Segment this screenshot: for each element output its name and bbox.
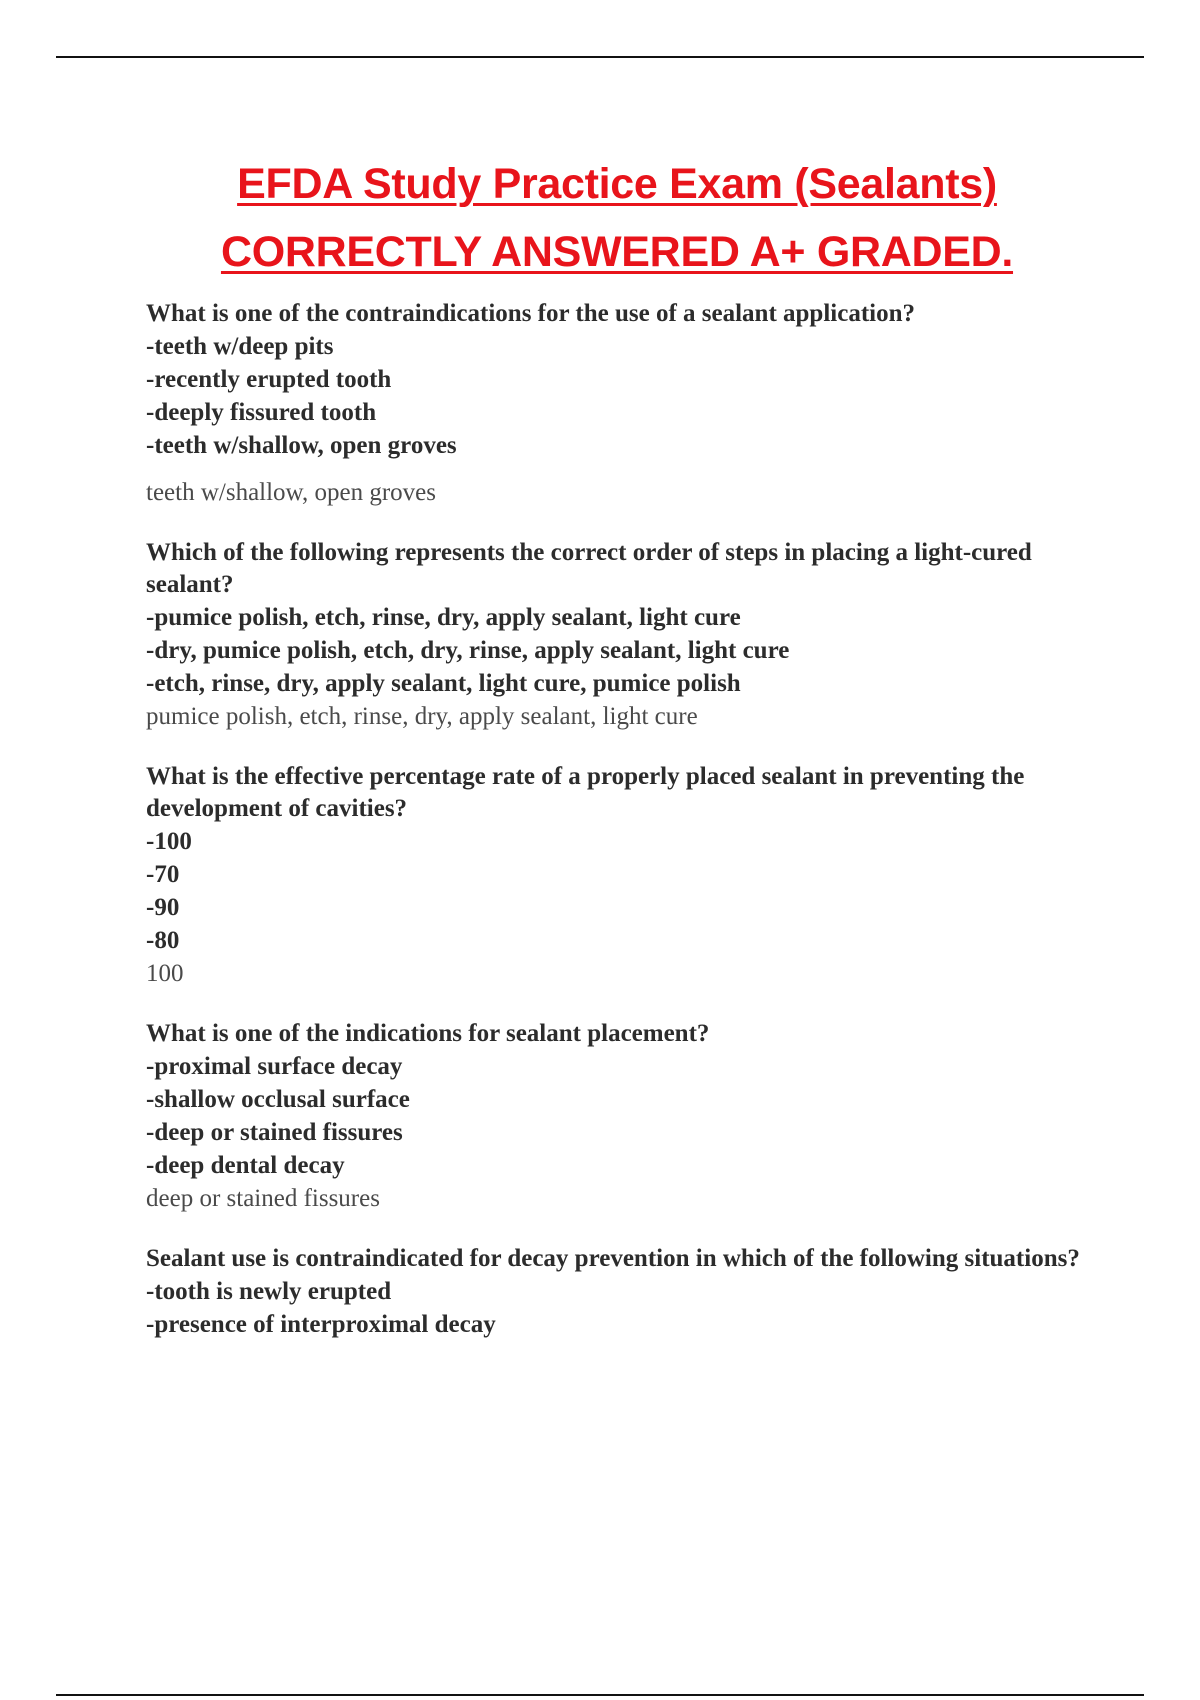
bottom-rule <box>56 1694 1144 1696</box>
question-text: Which of the following represents the correct order of steps in placing a light-cured sealant? <box>146 539 1032 598</box>
answer-text: teeth w/shallow, open groves <box>146 479 436 506</box>
answer-text: deep or stained fissures <box>146 1185 380 1212</box>
question-block-2 <box>146 537 1096 733</box>
option-item: -proximal surface decay <box>146 1053 403 1080</box>
question-list <box>146 298 1096 1369</box>
question-block-5 <box>146 1243 1096 1341</box>
title-line-1: EFDA Study Practice Exam (Sealants) <box>237 160 997 208</box>
title-line-2: CORRECTLY ANSWERED A+ GRADED. <box>220 228 1014 276</box>
option-item: -100 <box>146 828 192 855</box>
option-item: -70 <box>146 861 180 888</box>
answer-text: pumice polish, etch, rinse, dry, apply sealant, light cure <box>146 703 698 730</box>
option-item: -deep or stained fissures <box>146 1119 403 1146</box>
option-item: -80 <box>146 927 180 954</box>
question-block-3 <box>146 761 1096 990</box>
option-item: -deeply fissured tooth <box>146 399 377 426</box>
question-text: What is one of the indications for sealant placement? <box>146 1020 710 1047</box>
question-block-4 <box>146 1018 1096 1215</box>
question-text: What is the effective percentage rate of a properly placed sealant in preventing the development of cavities? <box>146 763 1025 822</box>
option-item: -presence of interproximal decay <box>146 1311 496 1338</box>
top-rule <box>56 56 1144 58</box>
option-item: -teeth w/shallow, open groves <box>146 432 457 459</box>
answer-text: 100 <box>146 960 184 987</box>
option-item: -90 <box>146 894 180 921</box>
option-item: -teeth w/deep pits <box>146 333 334 360</box>
option-item: -recently erupted tooth <box>146 366 392 393</box>
option-item: -shallow occlusal surface <box>146 1086 410 1113</box>
option-list <box>146 330 1096 462</box>
question-text: What is one of the contraindications for the use of a sealant application? <box>146 300 915 327</box>
option-item: -tooth is newly erupted <box>146 1278 392 1305</box>
option-list <box>146 1275 1096 1341</box>
option-list <box>146 1050 1096 1182</box>
option-list <box>146 825 1096 957</box>
option-item: -dry, pumice polish, etch, dry, rinse, apply sealant, light cure <box>146 637 790 664</box>
option-item: -etch, rinse, dry, apply sealant, light cure, pumice polish <box>146 670 741 697</box>
option-item: -deep dental decay <box>146 1152 345 1179</box>
option-item: -pumice polish, etch, rinse, dry, apply sealant, light cure <box>146 604 741 631</box>
question-text: Sealant use is contraindicated for decay prevention in which of the following situations? <box>146 1245 1080 1272</box>
question-block-1 <box>146 298 1096 509</box>
option-list <box>146 601 1096 700</box>
document-title <box>0 150 1200 286</box>
